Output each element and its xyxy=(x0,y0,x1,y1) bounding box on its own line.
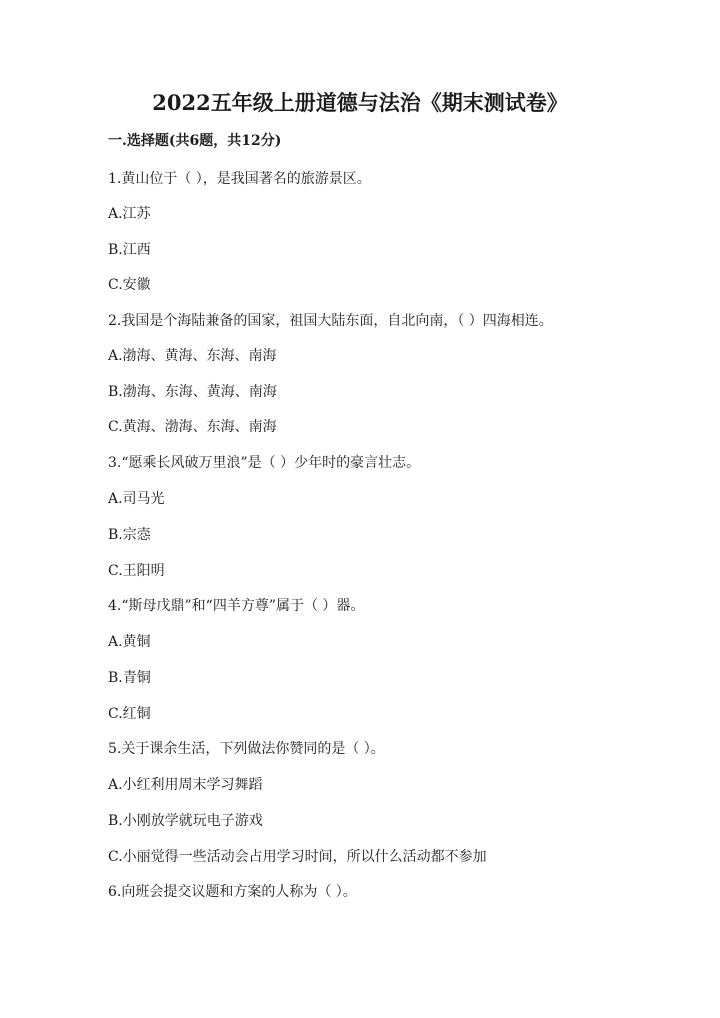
question-3-option-a: A.司马光 xyxy=(108,491,165,507)
question-1-stem: 1.黄山位于（ ），是我国著名的旅游景区。 xyxy=(108,171,371,187)
question-3-option-c: C.王阳明 xyxy=(108,563,165,579)
section-heading: 一.选择题(共6题，共12分) xyxy=(108,133,282,149)
page-title: 2022五年级上册道德与法治《期末测试卷》 xyxy=(152,90,568,115)
question-5-option-b: B.小刚放学就玩电子游戏 xyxy=(108,813,263,829)
question-3-stem: 3.“愿乘长风破万里浪”是（ ）少年时的豪言壮志。 xyxy=(108,455,421,471)
question-2-option-a: A.渤海、黄海、东海、南海 xyxy=(108,348,277,364)
question-1-option-b: B.江西 xyxy=(108,242,151,258)
question-4-stem: 4.“斯母戊鼎”和“四羊方尊”属于（ ）器。 xyxy=(108,598,365,614)
question-6-stem: 6.向班会提交议题和方案的人称为（ ）。 xyxy=(108,884,357,900)
question-5-option-c: C.小丽觉得一些活动会占用学习时间，所以什么活动都不参加 xyxy=(108,849,487,865)
question-1-option-a: A.江苏 xyxy=(108,206,151,222)
question-5-stem: 5.关于课余生活，下列做法你赞同的是（ ）。 xyxy=(108,741,385,757)
question-4-option-c: C.红铜 xyxy=(108,706,151,722)
question-4-option-b: B.青铜 xyxy=(108,670,151,686)
question-2-option-b: B.渤海、东海、黄海、南海 xyxy=(108,384,277,400)
question-1-option-c: C.安徽 xyxy=(108,277,151,293)
question-5-option-a: A.小红利用周末学习舞蹈 xyxy=(108,777,263,793)
question-2-stem: 2.我国是个海陆兼备的国家，祖国大陆东面，自北向南，（ ）四海相连。 xyxy=(108,313,553,329)
question-3-option-b: B.宗悫 xyxy=(108,527,151,543)
question-2-option-c: C.黄海、渤海、东海、南海 xyxy=(108,419,277,435)
question-4-option-a: A.黄铜 xyxy=(108,634,151,650)
